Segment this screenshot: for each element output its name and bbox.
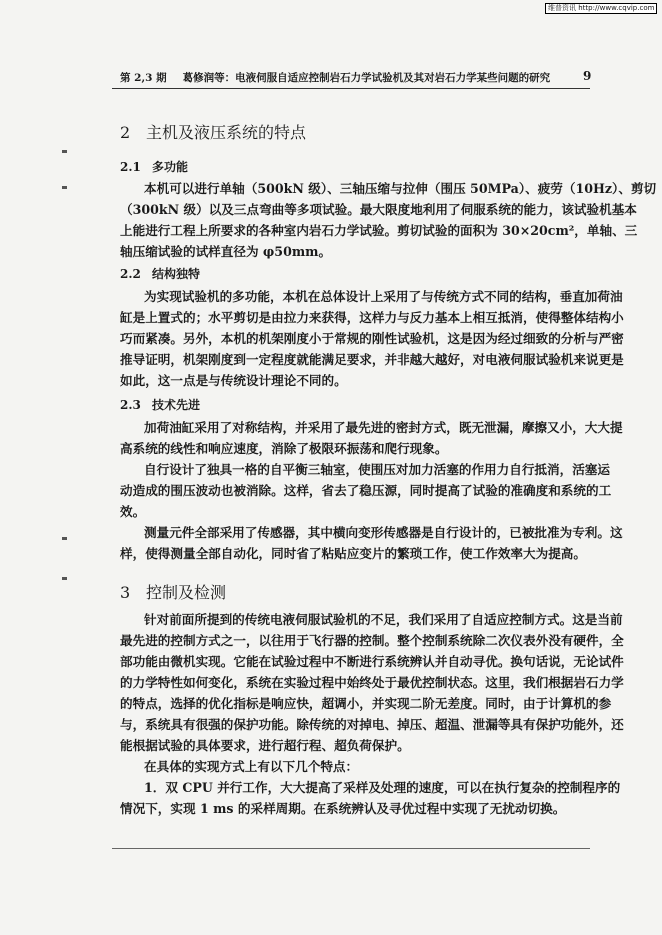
- text-line: 能根据试验的具体要求，进行超行程、超负荷保护。: [120, 738, 410, 753]
- footer-rule: [112, 848, 590, 849]
- running-title: 葛修润等：电液伺服自适应控制岩石力学试验机及其对岩石力学某些问题的研究: [182, 72, 551, 84]
- text-line: 针对前面所提到的传统电液伺服试验机的不足，我们采用了自适应控制方式。这是当前: [144, 612, 623, 627]
- text-line: 缸是上置式的；水平剪切是由拉力来获得，这样力与反力基本上相互抵消，使得整体结构小: [120, 310, 624, 325]
- running-header: [120, 70, 550, 85]
- text-line: 巧而紧凑。另外，本机的机架刚度小于常规的刚性试验机，这是因为经过细致的分析与严密: [120, 331, 624, 346]
- text-line: 效。: [120, 504, 146, 519]
- section-heading-2-2: 2.2 结构独特: [120, 267, 201, 281]
- scan-mark: [62, 537, 67, 540]
- section-heading-2-1: 2.1 多功能: [120, 160, 189, 174]
- text-line: 加荷油缸采用了对称结构，并采用了最先进的密封方式，既无泄漏，摩擦又小，大大提: [144, 420, 623, 435]
- text-line: 自行设计了独具一格的自平衡三轴室，使围压对加力活塞的作用力自行抵消，活塞运: [144, 462, 610, 477]
- text-line: 轴压缩试验的试样直径为 φ50mm。: [120, 244, 332, 259]
- text-line: （300kN 级）以及三点弯曲等多项试验。最大限度地利用了伺服系统的能力，该试验机基本: [120, 202, 637, 217]
- text-line: 高系统的线性和响应速度，消除了极限环振荡和爬行现象。: [120, 441, 448, 456]
- scan-mark: [62, 577, 67, 580]
- watermark: 维普资讯 http://www.cqvip.com: [545, 3, 657, 14]
- text-line: 动造成的围压波动也被消除。这样，省去了稳压源，同时提高了试验的准确度和系统的工: [120, 483, 612, 498]
- text-line: 的特点，选择的优化指标是响应快，超调小，并实现二阶无差度。同时，由于计算机的参: [120, 696, 612, 711]
- text-line: 上能进行工程上所要求的各种室内岩石力学试验。剪切试验的面积为 30×20cm²，单轴、三: [120, 223, 638, 238]
- text-line: 部功能由微机实现。它能在试验过程中不断进行系统辨认并自动寻优。换句话说，无论试件: [120, 654, 624, 669]
- text-line: 为实现试验机的多功能，本机在总体设计上采用了与传统方式不同的结构，垂直加荷油: [144, 289, 623, 304]
- text-line: 推导证明，机架刚度到一定程度就能满足要求，并非越大越好，对电液伺服试验机来说更是: [120, 352, 624, 367]
- section-heading-3: 3 控制及检测: [120, 583, 227, 602]
- text-line: 的力学特性如何变化，系统在实验过程中始终处于最优控制状态。这里，我们根据岩石力学: [120, 675, 624, 690]
- page-number: 9: [583, 69, 592, 83]
- scan-mark: [62, 150, 67, 153]
- header-rule: [112, 88, 590, 89]
- issue-label: 第 2,3 期: [120, 72, 167, 84]
- text-line: 最先进的控制方式之一，以往用于飞行器的控制。整个控制系统除二次仪表外没有硬件，全: [120, 633, 624, 648]
- text-line: 本机可以进行单轴（500kN 级）、三轴压缩与拉伸（围压 50MPa）、疲劳（10Hz）、剪切: [144, 181, 657, 196]
- scan-mark: [62, 186, 67, 189]
- text-line: 在具体的实现方式上有以下几个特点：: [144, 759, 359, 774]
- section-heading-2: 2 主机及液压系统的特点: [120, 123, 307, 142]
- section-heading-2-3: 2.3 技术先进: [120, 398, 201, 412]
- text-line: 如此，这一点是与传统设计理论不同的。: [120, 373, 347, 388]
- text-line: 1．双 CPU 并行工作，大大提高了采样及处理的速度，可以在执行复杂的控制程序的: [144, 780, 621, 795]
- text-line: 测量元件全部采用了传感器，其中横向变形传感器是自行设计的，已被批准为专利。这: [144, 525, 623, 540]
- text-line: 情况下，实现 1 ms 的采样周期。在系统辨认及寻优过程中实现了无扰动切换。: [120, 801, 566, 816]
- text-line: 样，使得测量全部自动化，同时省了粘贴应变片的繁琐工作，使工作效率大为提高。: [120, 546, 586, 561]
- text-line: 与，系统具有很强的保护功能。除传统的对掉电、掉压、超温、泄漏等具有保护功能外，还: [120, 717, 624, 732]
